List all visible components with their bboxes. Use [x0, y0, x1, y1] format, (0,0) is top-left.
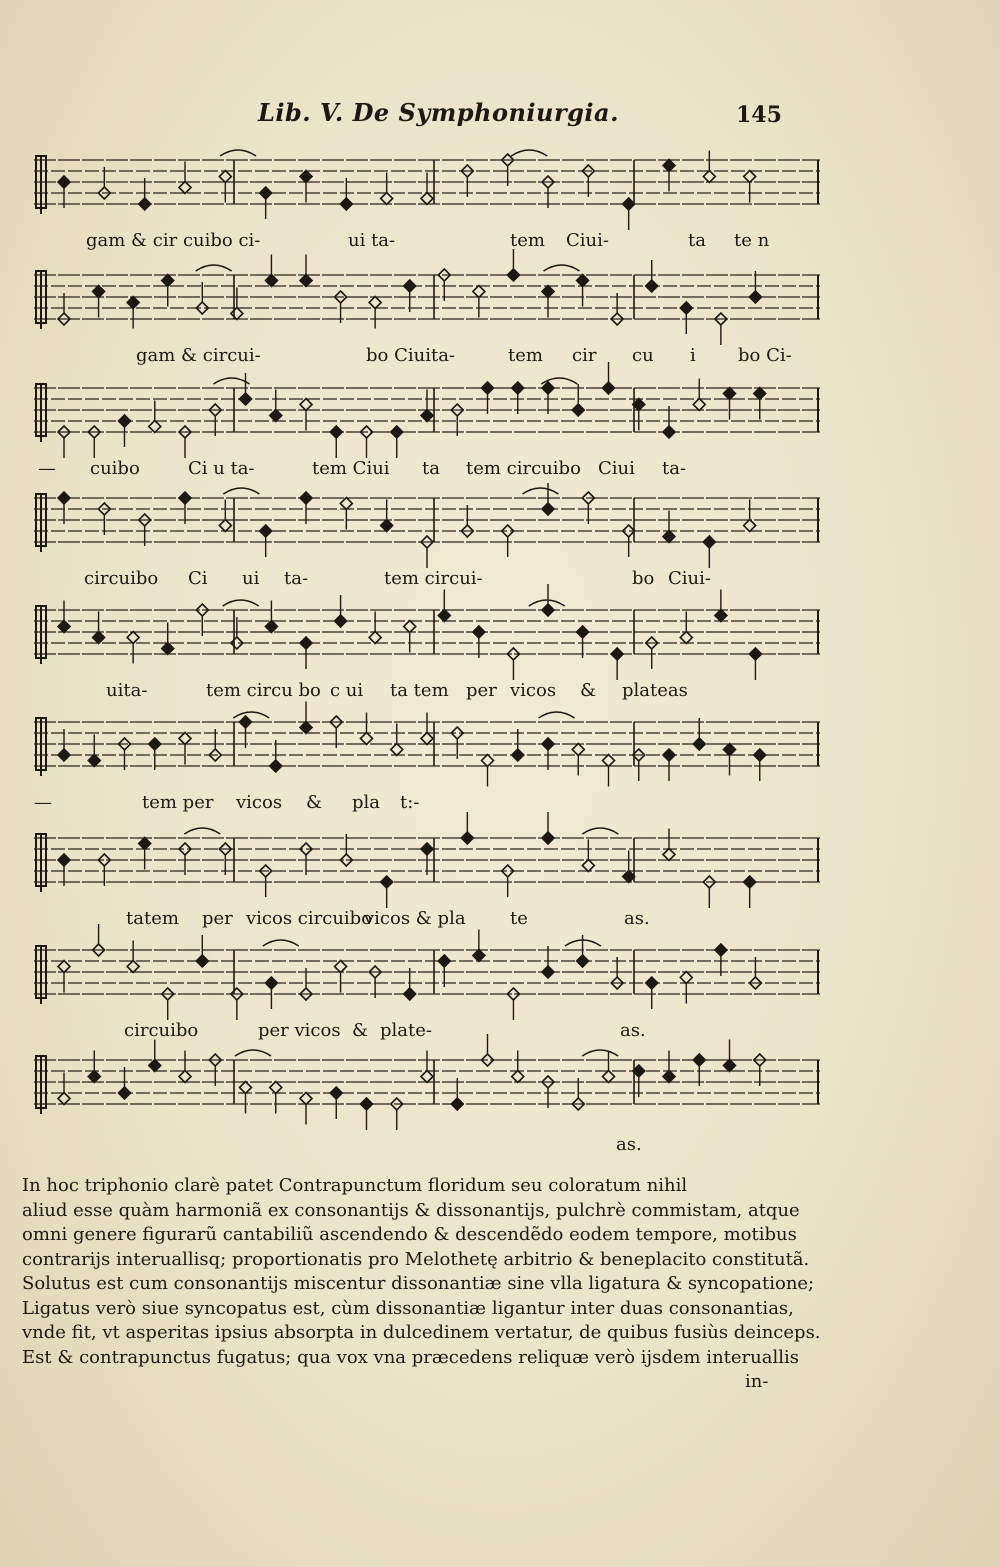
music-staff-4: [34, 488, 820, 598]
note-head-icon: [300, 171, 312, 183]
lyric-syllable: bo Ci-: [738, 345, 792, 366]
text-line: aliud esse quàm harmoniã ex consonantijs & dissonantijs, pulchrè commistam, atque: [22, 1199, 800, 1221]
note-head-icon: [330, 1087, 342, 1099]
lyrics-line-2: [34, 345, 820, 373]
tie-arc-icon: [220, 150, 256, 156]
note-head-icon: [754, 388, 766, 400]
text-line: Ligatus verò siue syncopatus est, cùm dissonantiæ ligantur inter duas consonantias,: [22, 1297, 794, 1319]
lyric-syllable: ta: [422, 458, 440, 479]
staff-notation: [34, 712, 820, 792]
note-head-icon: [265, 621, 277, 633]
note-head-icon: [149, 738, 161, 750]
note-head-icon: [335, 961, 347, 973]
lyric-syllable: tem per: [142, 792, 214, 813]
note-head-icon: [340, 198, 352, 210]
note-head-icon: [646, 280, 658, 292]
lyric-syllable: vicos & pla: [364, 908, 466, 929]
note-head-icon: [369, 632, 381, 644]
note-head-icon: [577, 626, 589, 638]
text-line: In hoc triphonio clarè patet Contrapunctum floridum seu coloratum nihil: [22, 1175, 688, 1196]
lyrics-line-8: [34, 1020, 820, 1048]
lyric-syllable: te n: [734, 230, 770, 251]
commentary-paragraph: [22, 1174, 821, 1370]
note-head-icon: [240, 393, 252, 405]
staff-notation: [34, 265, 820, 345]
note-head-icon: [179, 492, 191, 504]
tie-arc-icon: [235, 1050, 271, 1056]
note-head-icon: [179, 1071, 191, 1083]
music-staff-8: [34, 940, 820, 1050]
note-head-icon: [542, 832, 554, 844]
note-head-icon: [119, 415, 131, 427]
lyric-syllable: vicos: [510, 680, 557, 701]
lyrics-line-7: [34, 908, 820, 936]
lyric-syllable: Ciui-: [668, 568, 711, 589]
lyric-syllable: vicos circuibo: [246, 908, 373, 929]
lyric-syllable: &: [306, 792, 323, 813]
lyric-syllable: Ci u ta-: [188, 458, 255, 479]
note-head-icon: [754, 749, 766, 761]
note-head-icon: [404, 280, 416, 292]
note-head-icon: [421, 410, 433, 422]
note-head-icon: [646, 977, 658, 989]
note-head-icon: [421, 193, 433, 205]
note-head-icon: [421, 1071, 433, 1083]
lyric-dash: —: [38, 458, 56, 479]
music-staff-9: [34, 1050, 820, 1160]
lyrics-line-4: [34, 568, 820, 596]
staff-notation: [34, 600, 820, 680]
note-head-icon: [149, 421, 161, 433]
note-head-icon: [300, 637, 312, 649]
lyric-syllable: tem circui-: [384, 568, 483, 589]
catchword: in-: [745, 1371, 769, 1392]
note-head-icon: [663, 160, 675, 172]
lyric-syllable: tem: [510, 230, 545, 251]
note-head-icon: [451, 1098, 463, 1110]
staff-notation: [34, 940, 820, 1020]
note-head-icon: [744, 171, 756, 183]
note-head-icon: [58, 1093, 70, 1105]
note-head-icon: [482, 382, 494, 394]
staff-notation: [34, 1050, 820, 1130]
lyric-syllable: bo Ciuita-: [366, 345, 456, 366]
note-head-icon: [196, 955, 208, 967]
note-head-icon: [724, 1060, 736, 1072]
note-head-icon: [381, 520, 393, 532]
text-line: Est & contrapunctus fugatus; qua vox vna præcedens reliquæ verò ijsdem interuallis: [22, 1346, 799, 1368]
page-header: [0, 92, 1000, 132]
lyric-syllable: tem: [508, 345, 543, 366]
tie-arc-icon: [223, 600, 259, 606]
note-head-icon: [127, 632, 139, 644]
lyric-syllable: tem circu bo: [206, 680, 321, 701]
note-head-icon: [603, 382, 615, 394]
note-head-icon: [265, 977, 277, 989]
note-head-icon: [58, 854, 70, 866]
tie-arc-icon: [263, 940, 299, 946]
lyric-syllable: pla: [352, 792, 381, 813]
lyric-syllable: Ciui-: [566, 230, 609, 251]
staff-notation: [34, 828, 820, 908]
note-head-icon: [663, 749, 675, 761]
lyric-syllable: uita-: [106, 680, 148, 701]
lyrics-line-6: [34, 792, 820, 820]
note-head-icon: [663, 849, 675, 861]
note-head-icon: [340, 498, 352, 510]
note-head-icon: [473, 626, 485, 638]
note-head-icon: [139, 198, 151, 210]
music-staff-2: [34, 265, 820, 375]
text-line: contrarijs interuallisq; proportionatis pro Melothetę arbitrio & beneplacito constitutã.: [22, 1248, 810, 1270]
note-head-icon: [330, 426, 342, 438]
lyric-syllable: &: [352, 1020, 369, 1041]
lyric-syllable: ta-: [284, 568, 309, 589]
tie-arc-icon: [582, 1050, 618, 1056]
tie-arc-icon: [544, 265, 580, 271]
note-head-icon: [361, 1098, 373, 1110]
note-head-icon: [300, 492, 312, 504]
note-head-icon: [381, 876, 393, 888]
note-head-icon: [58, 176, 70, 188]
lyric-syllable: te: [510, 908, 528, 929]
lyric-syllable: tem circuibo: [466, 458, 581, 479]
note-head-icon: [265, 275, 277, 287]
note-head-icon: [149, 1060, 161, 1072]
note-head-icon: [749, 648, 761, 660]
tie-arc-icon: [196, 265, 232, 271]
note-head-icon: [179, 182, 191, 194]
text-line: omni genere figurarũ cantabiliũ ascendendo & descendẽdo eodem tempore, motibus: [22, 1224, 797, 1245]
note-head-icon: [473, 286, 485, 298]
note-head-icon: [680, 632, 692, 644]
page-number: 145: [736, 102, 782, 128]
note-head-icon: [542, 966, 554, 978]
lyric-syllable: t:-: [400, 792, 420, 813]
note-head-icon: [744, 520, 756, 532]
note-head-icon: [231, 308, 243, 320]
note-head-icon: [300, 275, 312, 287]
note-head-icon: [542, 604, 554, 616]
note-head-icon: [127, 297, 139, 309]
lyric-syllable: plateas: [622, 680, 688, 701]
note-head-icon: [127, 961, 139, 973]
note-head-icon: [404, 988, 416, 1000]
lyric-syllable: gam & cir cuibo ci-: [86, 230, 261, 251]
lyrics-line-9: [34, 1130, 820, 1158]
note-head-icon: [270, 760, 282, 772]
lyric-syllable: tatem: [126, 908, 179, 929]
lyric-syllable: Ciui: [598, 458, 635, 479]
note-head-icon: [119, 1087, 131, 1099]
note-head-icon: [542, 738, 554, 750]
note-head-icon: [542, 503, 554, 515]
note-head-icon: [58, 621, 70, 633]
tie-arc-icon: [214, 378, 250, 384]
note-head-icon: [473, 950, 485, 962]
note-head-icon: [438, 955, 450, 967]
note-head-icon: [219, 171, 231, 183]
music-staff-7: [34, 828, 820, 938]
note-head-icon: [663, 1071, 675, 1083]
lyric-syllable: per: [466, 680, 497, 701]
note-head-icon: [703, 171, 715, 183]
note-head-icon: [507, 269, 519, 281]
note-head-icon: [421, 843, 433, 855]
note-head-icon: [512, 749, 524, 761]
lyric-syllable: per: [202, 908, 233, 929]
tie-arc-icon: [511, 150, 547, 156]
note-head-icon: [611, 648, 623, 660]
tie-arc-icon: [582, 828, 618, 834]
lyric-syllable: bo: [632, 568, 655, 589]
lyric-syllable: as.: [624, 908, 650, 929]
lyric-syllable: ui: [242, 568, 260, 589]
note-head-icon: [139, 838, 151, 850]
note-head-icon: [715, 610, 727, 622]
note-head-icon: [512, 382, 524, 394]
lyric-syllable: cu: [632, 345, 654, 366]
lyric-syllable: ta: [688, 230, 706, 251]
staff-notation: [34, 378, 820, 458]
lyric-syllable: tem Ciui: [312, 458, 390, 479]
lyric-syllable: as.: [616, 1134, 642, 1155]
lyric-syllable: Ci: [188, 568, 208, 589]
tie-arc-icon: [184, 828, 220, 834]
note-head-icon: [603, 1071, 615, 1083]
note-head-icon: [391, 426, 403, 438]
note-head-icon: [512, 1071, 524, 1083]
note-head-icon: [58, 961, 70, 973]
note-head-icon: [179, 733, 191, 745]
note-head-icon: [724, 388, 736, 400]
note-head-icon: [572, 404, 584, 416]
lyric-syllable: cir: [572, 345, 597, 366]
note-head-icon: [693, 399, 705, 411]
note-head-icon: [240, 716, 252, 728]
note-head-icon: [572, 744, 584, 756]
note-head-icon: [361, 733, 373, 745]
note-head-icon: [623, 871, 635, 883]
lyric-syllable: per vicos: [258, 1020, 341, 1041]
note-head-icon: [300, 399, 312, 411]
note-head-icon: [542, 286, 554, 298]
note-head-icon: [240, 1082, 252, 1094]
note-head-icon: [391, 744, 403, 756]
note-head-icon: [680, 972, 692, 984]
note-head-icon: [582, 860, 594, 872]
lyrics-line-3: [34, 458, 820, 486]
note-head-icon: [438, 610, 450, 622]
note-head-icon: [461, 832, 473, 844]
lyric-syllable: ui ta-: [348, 230, 396, 251]
note-head-icon: [93, 286, 105, 298]
note-head-icon: [404, 621, 416, 633]
staff-notation: [34, 488, 820, 568]
music-staff-3: [34, 378, 820, 488]
note-head-icon: [58, 749, 70, 761]
note-head-icon: [270, 410, 282, 422]
lyric-syllable: i: [690, 345, 696, 366]
note-head-icon: [300, 722, 312, 734]
note-head-icon: [663, 426, 675, 438]
note-head-icon: [577, 275, 589, 287]
note-head-icon: [482, 755, 494, 767]
note-head-icon: [749, 291, 761, 303]
note-head-icon: [663, 531, 675, 543]
note-head-icon: [335, 615, 347, 627]
note-head-icon: [162, 643, 174, 655]
lyric-syllable: ta-: [662, 458, 687, 479]
note-head-icon: [260, 525, 272, 537]
note-head-icon: [93, 632, 105, 644]
note-head-icon: [542, 382, 554, 394]
lyric-syllable: cuibo: [90, 458, 140, 479]
tie-arc-icon: [223, 488, 259, 494]
tie-arc-icon: [233, 712, 269, 718]
music-staff-1: [34, 150, 820, 260]
lyric-syllable: c ui: [330, 680, 364, 701]
lyric-syllable: plate-: [380, 1020, 432, 1041]
note-head-icon: [680, 302, 692, 314]
note-head-icon: [162, 275, 174, 287]
lyric-syllable: vicos: [236, 792, 283, 813]
lyric-syllable: ta tem: [390, 680, 449, 701]
note-head-icon: [88, 755, 100, 767]
note-head-icon: [623, 198, 635, 210]
text-line: vnde fit, vt asperitas ipsius absorpta in dulcedinem vertatur, de quibus fusiùs deinceps.: [22, 1322, 821, 1343]
note-head-icon: [300, 1093, 312, 1105]
note-head-icon: [693, 1054, 705, 1066]
note-head-icon: [703, 536, 715, 548]
lyric-syllable: circuibo: [84, 568, 159, 589]
note-head-icon: [219, 520, 231, 532]
lyrics-line-5: [34, 680, 820, 708]
lyric-dash: —: [34, 792, 52, 813]
tie-arc-icon: [522, 488, 558, 494]
note-head-icon: [693, 738, 705, 750]
note-head-icon: [421, 733, 433, 745]
note-head-icon: [270, 1082, 282, 1094]
note-head-icon: [715, 944, 727, 956]
lyric-syllable: &: [580, 680, 597, 701]
note-head-icon: [260, 187, 272, 199]
staff-notation: [34, 150, 820, 230]
lyric-syllable: circuibo: [124, 1020, 199, 1041]
lyric-syllable: gam & circui-: [136, 345, 261, 366]
note-head-icon: [603, 755, 615, 767]
tie-arc-icon: [539, 712, 575, 718]
lyrics-line-1: [34, 230, 820, 258]
text-line: Solutus est cum consonantijs miscentur dissonantiæ sine vlla ligatura & syncopatione;: [22, 1273, 815, 1294]
note-head-icon: [381, 193, 393, 205]
music-staff-5: [34, 600, 820, 710]
lyric-syllable: as.: [620, 1020, 646, 1041]
note-head-icon: [577, 955, 589, 967]
note-head-icon: [369, 297, 381, 309]
note-head-icon: [58, 492, 70, 504]
note-head-icon: [744, 876, 756, 888]
note-head-icon: [88, 1071, 100, 1083]
running-title: Lib. V. De Symphoniurgia.: [258, 98, 619, 127]
music-staff-6: [34, 712, 820, 822]
note-head-icon: [724, 744, 736, 756]
